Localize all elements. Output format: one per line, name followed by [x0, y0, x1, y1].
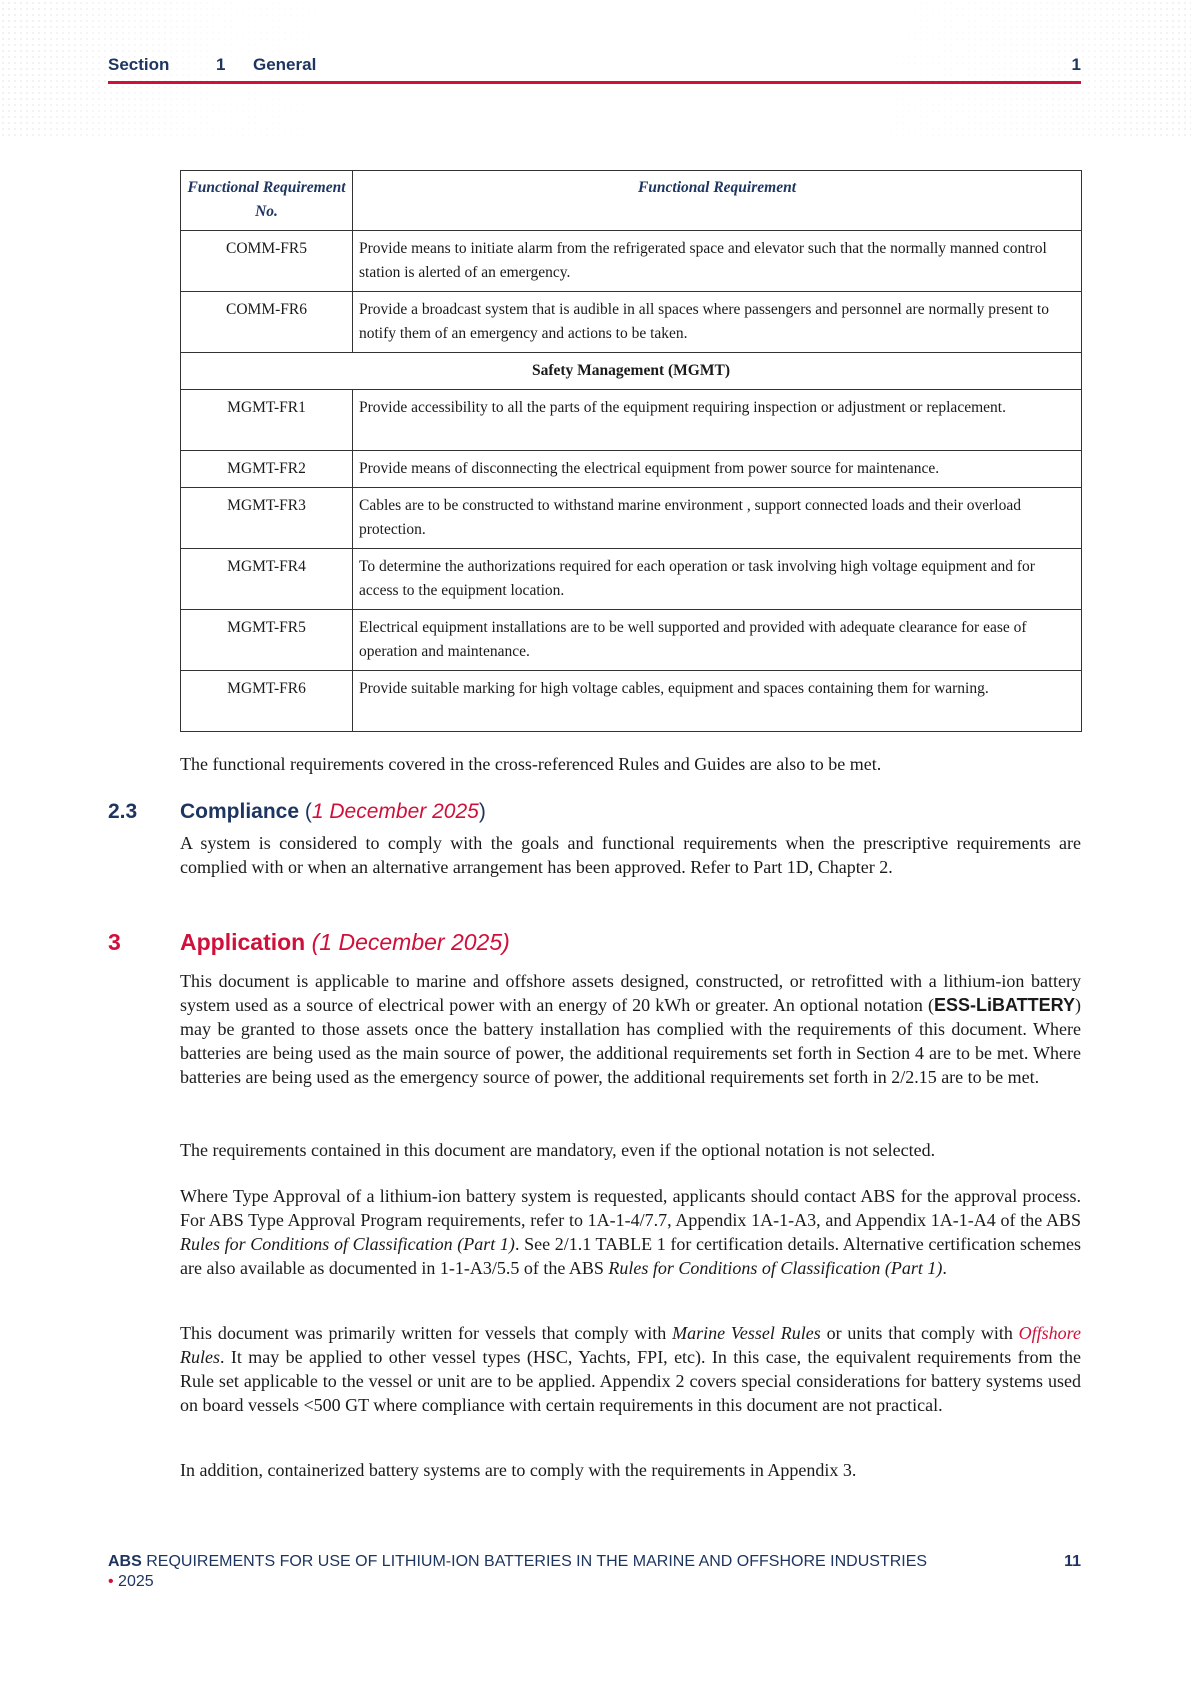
p4-text-a: This document was primarily written for vessels that comply with — [180, 1323, 673, 1343]
header-rule — [108, 81, 1081, 84]
table-row — [181, 488, 1082, 549]
table-row — [181, 549, 1082, 610]
application-paragraph-1 — [180, 969, 1081, 1089]
section-2-3-heading — [180, 800, 486, 824]
application-paragraph-5: In addition, containerized battery systems are to comply with the requirements in Appendix 3. — [180, 1460, 857, 1480]
notation-ess-libattery: ESS-LiBATTERY — [933, 995, 1075, 1015]
table-row — [181, 451, 1082, 488]
table-row — [181, 610, 1082, 671]
functional-requirements-table — [180, 170, 1082, 732]
paren-open: ( — [304, 800, 312, 823]
requirement-text: Provide accessibility to all the parts of the equipment requiring inspection or adjustment or replacement. — [353, 390, 1082, 451]
marine-vessel-rules-reference: Marine Vessel Rules — [672, 1323, 821, 1343]
paren-close: ) — [478, 800, 486, 823]
requirement-number: MGMT-FR5 — [181, 610, 353, 671]
header-section-title: General — [253, 55, 317, 74]
p3-text-b: . See 2/1.1 TABLE 1 for certification details. Alternative certification schemes are also available as documented in 1-1-A3/5.5 of the ABS — [180, 1234, 1081, 1278]
p4-text-c: . It may be applied to other vessel types (HSC, Yachts, FPI, etc). In this case, the equivalent requirements from the Rule set applicable to the vessel or unit are to be applied. Appendix 2 covers special considerations for battery systems used on board vessels <500 GT where compliance with certain requirements in this document are not practical. — [180, 1347, 1081, 1415]
table-row — [181, 671, 1082, 732]
requirement-text: Provide means of disconnecting the electrical equipment from power source for maintenance. — [353, 451, 1082, 488]
requirement-number: MGMT-FR4 — [181, 549, 353, 610]
header-section-label: Section — [108, 55, 170, 74]
rules-reference: Rules — [180, 1347, 220, 1367]
section-3-date: (1 December 2025) — [311, 929, 510, 955]
requirement-number: COMM-FR6 — [181, 292, 353, 353]
footer-document-title — [108, 1552, 928, 1592]
requirement-number: MGMT-FR2 — [181, 451, 353, 488]
footer-page-number: 11 — [1064, 1553, 1081, 1570]
table-row — [181, 231, 1082, 292]
p1-text-a: This document is applicable to marine and offshore assets designed, constructed, or retrofitted with a lithium-ion battery system used as a source of electrical power with an energy of 20 kWh or greater. An optional notation ( — [180, 971, 1081, 1015]
footer-year: 2025 — [118, 1573, 154, 1590]
requirement-text: Cables are to be constructed to withstand marine environment , support connected loads and their overload protection. — [353, 488, 1082, 549]
rules-reference: Rules for Conditions of Classification (Part 1) — [180, 1234, 515, 1254]
after-table-paragraph: The functional requirements covered in the cross-referenced Rules and Guides are also to be met. — [180, 754, 882, 774]
p3-text-c: . — [942, 1258, 947, 1278]
section-2-3-title: Compliance — [180, 800, 300, 823]
col-header-requirement: Functional Requirement — [353, 171, 1082, 231]
section-2-3-number: 2.3 — [108, 800, 138, 823]
section-2-3-date: 1 December 2025 — [311, 800, 479, 823]
p3-text-a: Where Type Approval of a lithium-ion battery system is requested, applicants should contact ABS for the approval process. For ABS Type Approval Program requirements, refer to 1A-1-4/7.7, Appendix 1A-1-A3, and Appendix 1A-1-A4 of the ABS — [180, 1186, 1081, 1230]
page-footer — [108, 1552, 1081, 1592]
p1-text-b: ) may be granted to those assets once the battery installation has complied with the requirements of this document. Where batteries are being used as the main source of power, the additional requirements set forth in Section 4 are to be met. Where batteries are being used as the emergency source of power, the additional requirements set forth in 2/2.15 are to be met. — [180, 995, 1081, 1087]
requirement-number: MGMT-FR3 — [181, 488, 353, 549]
requirement-number: COMM-FR5 — [181, 231, 353, 292]
table-header-row — [181, 171, 1082, 231]
rules-reference: Rules for Conditions of Classification (Part 1) — [608, 1258, 943, 1278]
col-header-number: Functional Requirement No. — [181, 171, 353, 231]
footer-brand: ABS — [108, 1553, 142, 1570]
section-3-title: Application — [180, 929, 306, 955]
requirement-text: Provide a broadcast system that is audible in all spaces where passengers and personnel are normally present to notify them of an emergency and actions to be taken. — [353, 292, 1082, 353]
table-row — [181, 390, 1082, 451]
requirement-text: Electrical equipment installations are to be well supported and provided with adequate clearance for ease of operation and maintenance. — [353, 610, 1082, 671]
table-row — [181, 292, 1082, 353]
application-paragraph-4 — [180, 1321, 1081, 1417]
group-label-safety-management: Safety Management (MGMT) — [181, 353, 1082, 390]
application-paragraph-3 — [180, 1184, 1081, 1280]
offshore-link[interactable]: Offshore — [1018, 1323, 1082, 1343]
footer-title: REQUIREMENTS FOR USE OF LITHIUM-ION BATTERIES IN THE MARINE AND OFFSHORE INDUSTRIES — [141, 1553, 928, 1570]
table-group-row — [181, 353, 1082, 390]
page-header — [108, 55, 1081, 81]
section-3-heading — [180, 929, 510, 956]
section-2-3-body: A system is considered to comply with the goals and functional requirements when the prescriptive requirements are complied with or when an alternative arrangement has been approved. Refer to Part 1D, Chapter 2. — [180, 833, 1081, 877]
p4-text-b: or units that comply with — [820, 1323, 1019, 1343]
application-paragraph-2: The requirements contained in this document are mandatory, even if the optional notation is not selected. — [180, 1140, 936, 1160]
requirement-text: Provide suitable marking for high voltage cables, equipment and spaces containing them for warning. — [353, 671, 1082, 732]
requirement-text: Provide means to initiate alarm from the refrigerated space and elevator such that the normally manned control station is alerted of an emergency. — [353, 231, 1082, 292]
header-page-number: 1 — [1071, 55, 1081, 74]
footer-bullet: • — [108, 1573, 119, 1590]
requirement-number: MGMT-FR1 — [181, 390, 353, 451]
requirement-number: MGMT-FR6 — [181, 671, 353, 732]
requirement-text: To determine the authorizations required for each operation or task involving high voltage equipment and for access to the equipment location. — [353, 549, 1082, 610]
header-section-number: 1 — [216, 55, 226, 74]
section-3-number: 3 — [108, 929, 121, 955]
